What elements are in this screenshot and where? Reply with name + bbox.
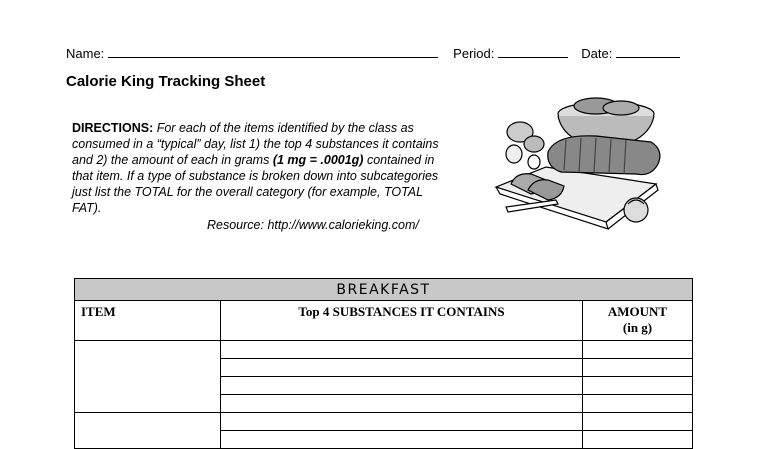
substance-cell[interactable] [221, 359, 583, 377]
breakfast-table [74, 278, 693, 449]
amount-cell[interactable] [583, 359, 693, 377]
column-header-substances: Top 4 SUBSTANCES IT CONTAINS [221, 301, 583, 341]
date-label: Date: [581, 46, 613, 61]
substance-cell[interactable] [221, 341, 583, 359]
period-field[interactable] [498, 45, 568, 58]
food-platter-illustration-icon [486, 92, 666, 232]
column-header-item: ITEM [75, 301, 221, 341]
substance-cell[interactable] [221, 395, 583, 413]
amount-cell[interactable] [583, 377, 693, 395]
column-header-amount [583, 301, 693, 341]
page-title: Calorie King Tracking Sheet [66, 73, 266, 90]
amount-cell[interactable] [583, 395, 693, 413]
amount-cell[interactable] [583, 341, 693, 359]
directions-text-1: For each of the items identified by the class as consumed in a “typical” day, list 1) the top 4 substances it contains and 2) the amount of each in grams [72, 121, 439, 167]
substance-cell[interactable] [221, 431, 583, 449]
item-cell[interactable] [75, 341, 221, 413]
name-label: Name: [66, 46, 105, 61]
name-field[interactable] [108, 45, 438, 58]
directions-label: DIRECTIONS: [72, 121, 154, 135]
section-header-breakfast: BREAKFAST [75, 279, 693, 301]
amount-header-line1: AMOUNT [607, 304, 668, 319]
amount-cell[interactable] [583, 431, 693, 449]
date-field[interactable] [616, 45, 680, 58]
substance-cell[interactable] [221, 413, 583, 431]
substance-cell[interactable] [221, 377, 583, 395]
student-info-line [66, 45, 686, 61]
directions-block [72, 120, 452, 216]
directions-text-2: contained in that item. If a type of substance is broken down into subcategories just list the TOTAL for the overall category (for example, TOTAL FAT). [72, 153, 439, 215]
period-label: Period: [453, 46, 495, 61]
amount-cell[interactable] [583, 413, 693, 431]
unit-conversion: (1 mg = .0001g) [272, 153, 364, 167]
amount-header-line2: (in g) [622, 320, 653, 335]
item-cell[interactable] [75, 413, 221, 449]
resource-link[interactable]: Resource: http://www.calorieking.com/ [207, 218, 419, 232]
